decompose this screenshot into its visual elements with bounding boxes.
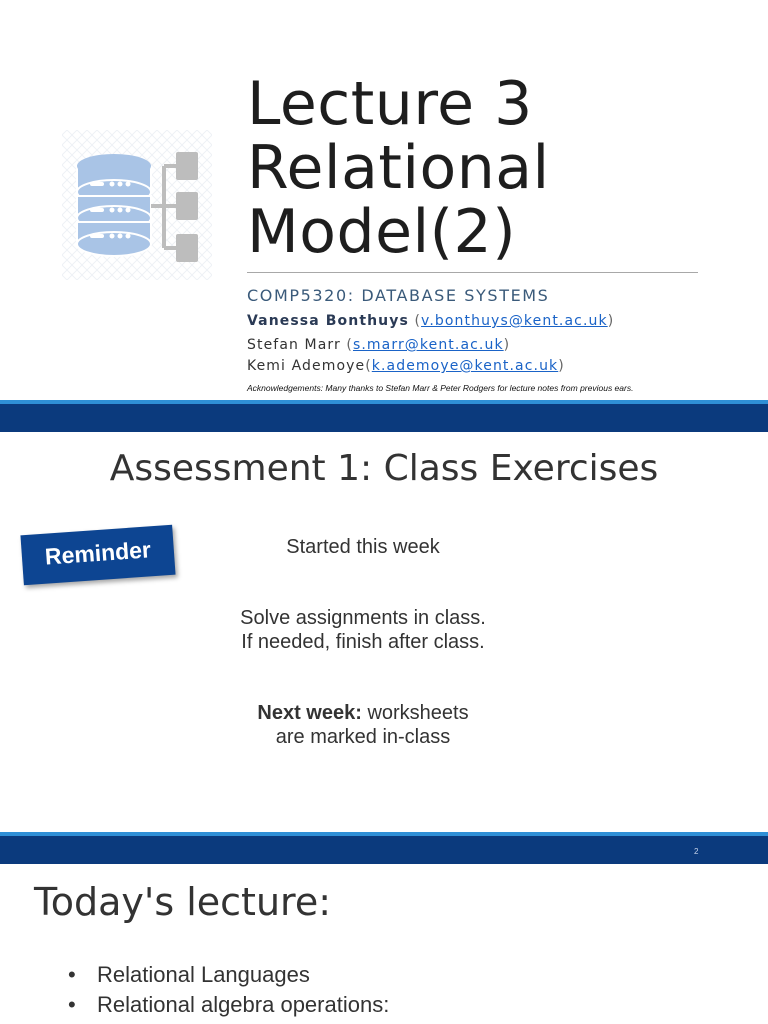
assessment-slide [0,432,768,832]
solve-line-1: Solve assignments in class. [240,607,486,629]
agenda-slide [0,864,768,1024]
lecturer-name: Kemi Ademoye [247,358,366,374]
slide-title: Today's lecture: [34,880,332,924]
slide-footer-band [0,832,768,864]
lecturer-1: Vanessa Bonthuys (v.bonthuys@kent.ac.uk) [247,313,615,329]
title-line: Lecture 3 [247,69,533,139]
reminder-badge [20,525,175,585]
title-line: Model(2) [247,197,517,267]
acknowledgement-note: Acknowledgements: Many thanks to Stefan Marr & Peter Rodgers for lecture notes from previous ears. [247,383,634,393]
lecture-title [247,69,550,267]
title-divider [247,272,698,273]
bullet-icon: • [68,962,76,987]
reminder-label: Reminder [44,536,152,570]
next-week-line [220,702,506,725]
slide-footer-band [0,400,768,432]
course-name: COMP5320: DATABASE SYSTEMS [247,286,550,305]
started-text: Started this week [286,536,440,558]
solve-line-2: If needed, finish after class. [241,631,485,653]
lecturer-name: Vanessa Bonthuys [247,313,409,329]
title-slide [0,0,768,400]
lecturer-email-link[interactable]: s.marr@kent.ac.uk [352,337,504,353]
lecturer-3: Kemi Ademoye(k.ademoye@kent.ac.uk) [247,358,565,374]
lecturer-email-link[interactable]: v.bonthuys@kent.ac.uk [421,313,608,329]
next-week-label: Next week: [257,702,362,724]
lecturer-name: Stefan Marr [247,337,341,353]
slide-title: Assessment 1: Class Exercises [109,448,659,489]
next-week-text: worksheets [361,702,469,724]
list-item-text: Relational algebra operations: [97,992,390,1017]
list-item-text: Relational Languages [97,962,310,987]
database-network-icon [62,130,212,280]
lecturer-2: Stefan Marr (s.marr@kent.ac.uk) [247,337,511,353]
lecturer-email-link[interactable]: k.ademoye@kent.ac.uk [371,358,559,374]
title-line: Relational [247,133,550,203]
marked-line: are marked in-class [275,726,451,748]
bullet-icon: • [68,992,76,1017]
page-number: 2 [694,847,699,856]
